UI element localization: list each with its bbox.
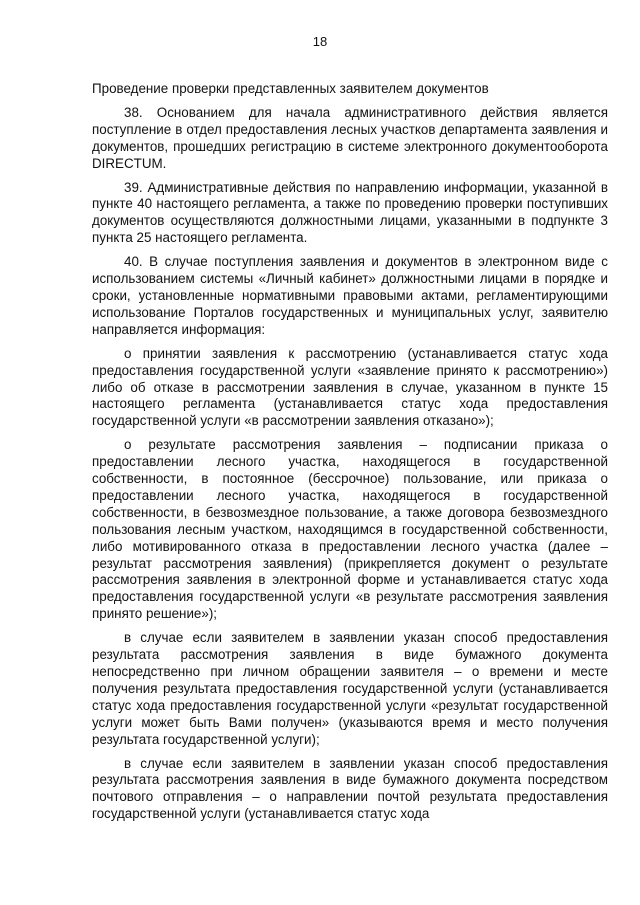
paragraph-item-postal: в случае если заявителем в заявлении указан способ предоставления результата рассмотрения заявления в виде бумажного документа посредством почтового отправления – о направлении почтой результата предоставления государственной услуги (устанавливается статус хода bbox=[92, 755, 608, 822]
paragraph-item-in-person: в случае если заявителем в заявлении указан способ предоставления результата рассмотрения заявления в виде бумажного документа непосредственно при личном обращении заявителя – о времени и месте получения результата предоставления государственной услуги (устанавливается статус хода предоставления государственной услуги «результат государственной услуги может быть Вами получен» (указываются время и место получения результата государственной услуги); bbox=[92, 630, 608, 747]
document-body bbox=[92, 81, 608, 830]
paragraph-item-acceptance: о принятии заявления к рассмотрению (устанавливается статус хода предоставления государственной услуги «заявление принято к рассмотрению») либо об отказе в рассмотрении заявления в случае, указанном в пункте 15 настоящего регламента (устанавливается статус хода предоставления государственной услуги «в рассмотрении заявления отказано»); bbox=[92, 345, 608, 429]
paragraph-40: 40. В случае поступления заявления и документов в электронном виде с использованием системы «Личный кабинет» должностными лицами в порядке и сроки, установленные нормативными правовыми актами, регламентирующими использование Порталов государственных и муниципальных услуг, заявителю направляется информация: bbox=[92, 254, 608, 337]
page-number: 18 bbox=[312, 34, 328, 49]
paragraph-38: 38. Основанием для начала административного действия является поступление в отдел предоставления лесных участков департамента заявления и документов, прошедших регистрацию в системе электронного документооборота DIRECTUM. bbox=[92, 104, 608, 171]
paragraph-item-result: о результате рассмотрения заявления – подписании приказа о предоставлении лесного участка, находящегося в государственной собственности, в постоянное (бессрочное) пользование, или приказа о предоставлении лесного участка, находящегося в государственной собственности, в безвозмездное пользование, а также договора безвозмездного пользования лесным участком, находящимся в государственной собственности, либо мотивированного отказа в предоставлении лесного участка (далее – результат рассмотрения заявления) (прикрепляется документ о результате рассмотрения заявления в электронной форме и устанавливается статус хода предоставления государственной услуги «в результате рассмотрения заявления принято решение»); bbox=[92, 437, 608, 622]
paragraph-39: 39. Административные действия по направлению информации, указанной в пункте 40 настоящего регламента, а также по проведению проверки поступивших документов осуществляются должностными лицами, указанными в подпункте 3 пункта 25 настоящего регламента. bbox=[92, 179, 608, 246]
section-heading: Проведение проверки представленных заявителем документов bbox=[92, 81, 489, 96]
